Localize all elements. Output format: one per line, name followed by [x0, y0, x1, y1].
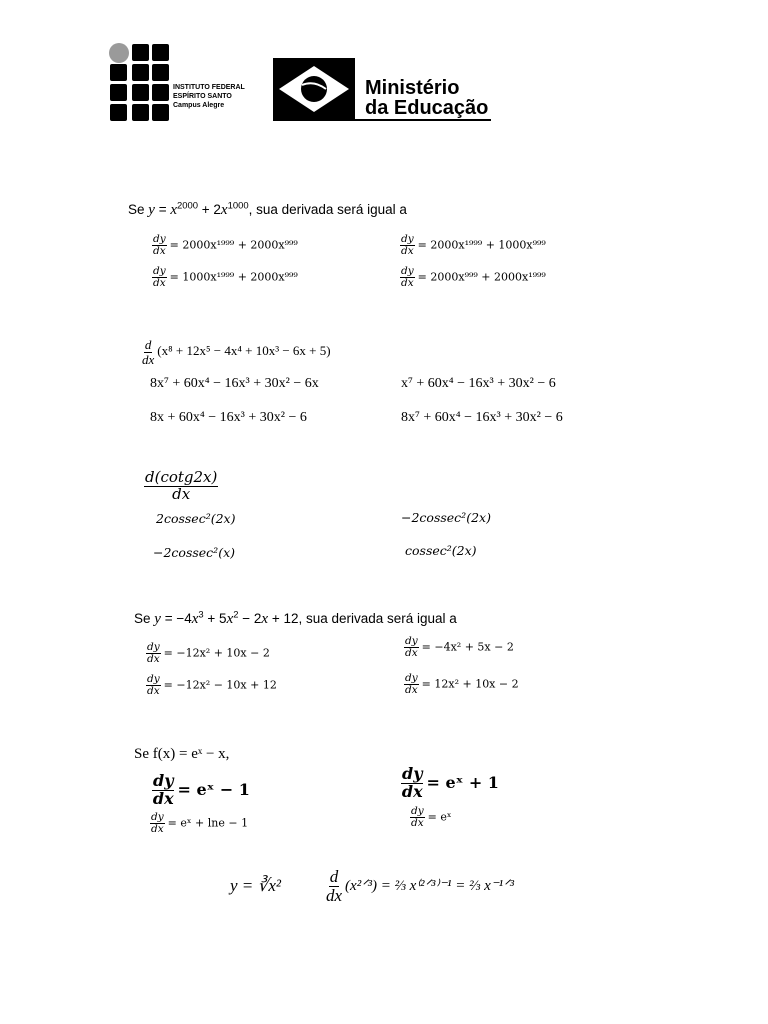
- q3-denominator: dx: [172, 484, 191, 503]
- q1-option-d-text: = 2000x⁹⁹⁹ + 2000x¹⁹⁹⁹: [417, 270, 546, 284]
- logo-square: [132, 104, 149, 121]
- institute-line3: Campus Alegre: [173, 102, 225, 109]
- logo-circle: [109, 43, 129, 63]
- logo-square: [152, 64, 169, 81]
- q3-option-d: cossec²(2x): [405, 543, 477, 558]
- q5-option-b: $\frac{dy}{dx}$ = eˣ + 1: [401, 764, 499, 801]
- institute-name: [173, 83, 245, 110]
- q4-stem: Se $y = -4x^3 + 5x^2 - 2x + 12$, sua derivada será igual a: [134, 609, 457, 627]
- q3-option-c: −2cossec²(x): [153, 545, 235, 560]
- q5-option-c-text: = eˣ + lne − 1: [167, 816, 249, 830]
- ministry-line1: Ministério: [365, 77, 460, 99]
- q3-option-a: 2cossec²(2x): [156, 511, 236, 526]
- institute-line2: ESPÍRITO SANTO: [173, 93, 232, 100]
- brazil-flag-icon: [273, 58, 355, 120]
- q4-stem-suffix: , sua derivada será igual a: [298, 611, 457, 626]
- logo-square: [152, 44, 169, 61]
- footer-formula-rhs: $\frac{d}{dx}$ (x²ᐟ³) = ⅔ x⁽²ᐟ³⁾⁻¹ = ⅔ x⁻¹ᐟ³: [326, 867, 514, 905]
- logo-square: [132, 44, 149, 61]
- q2-option-a: 8x⁷ + 60x⁴ − 16x³ + 30x² − 6x: [150, 376, 319, 391]
- q1-option-d: $\frac{dy}{dx}$ = 2000x⁹⁹⁹ + 2000x¹⁹⁹⁹: [401, 265, 546, 290]
- q1-stem: Se $y = x^{2000} + 2x^{1000}$, sua derivada será igual a: [128, 200, 407, 218]
- q4-option-b: $\frac{dy}{dx}$ = −4x² + 5x − 2: [405, 635, 514, 660]
- q2-option-c: 8x + 60x⁴ − 16x³ + 30x² − 6: [150, 410, 307, 425]
- q4-option-a: $\frac{dy}{dx}$ = −12x² + 10x − 2: [147, 641, 270, 666]
- q4-option-d: $\frac{dy}{dx}$ = 12x² + 10x − 2: [405, 672, 519, 697]
- q1-option-c-text: = 1000x¹⁹⁹⁹ + 2000x⁹⁹⁹: [169, 270, 298, 284]
- q2-stem: $\frac{d}{dx}$ (x⁸ + 12x⁵ − 4x⁴ + 10x³ − 6x + 5): [142, 337, 331, 367]
- q4-option-c: $\frac{dy}{dx}$ = −12x² − 10x + 12: [147, 673, 277, 698]
- q3-option-b: −2cossec²(2x): [401, 510, 491, 525]
- ministry-name: [365, 78, 488, 118]
- q5-stem: Se f(x) = eˣ − x,: [134, 746, 230, 762]
- ministry-line2: da Educação: [365, 97, 489, 119]
- q5-option-b-text: = eˣ + 1: [426, 772, 499, 792]
- ministry-divider: [273, 119, 491, 121]
- logo-square: [110, 84, 127, 101]
- ifes-logo: [110, 44, 270, 124]
- q4-option-c-text: = −12x² − 10x + 12: [163, 678, 277, 692]
- q4-stem-prefix: Se: [134, 611, 151, 626]
- q4-option-d-text: = 12x² + 10x − 2: [421, 677, 519, 691]
- q5-option-a: $\frac{dy}{dx}$ = eˣ − 1: [152, 771, 250, 808]
- q2-option-d: 8x⁷ + 60x⁴ − 16x³ + 30x² − 6: [401, 410, 563, 425]
- q5-option-c: $\frac{dy}{dx}$ = eˣ + lne − 1: [151, 811, 249, 836]
- q5-option-d-text: = eˣ: [427, 810, 452, 824]
- q1-option-b-text: = 2000x¹⁹⁹⁹ + 1000x⁹⁹⁹: [417, 238, 546, 252]
- q1-option-c: $\frac{dy}{dx}$ = 1000x¹⁹⁹⁹ + 2000x⁹⁹⁹: [153, 265, 298, 290]
- logo-square: [152, 84, 169, 101]
- q2-option-b: x⁷ + 60x⁴ − 16x³ + 30x² − 6: [401, 376, 556, 391]
- q5-option-a-text: = eˣ − 1: [177, 779, 250, 799]
- footer-formula-rhs-text: (x²ᐟ³) = ⅔ x⁽²ᐟ³⁾⁻¹ = ⅔ x⁻¹ᐟ³: [345, 877, 514, 894]
- logo-square: [152, 104, 169, 121]
- q1-option-a: $\frac{dy}{dx}$ = 2000x¹⁹⁹⁹ + 2000x⁹⁹⁹: [153, 233, 298, 258]
- q3-stem: [144, 470, 221, 503]
- q4-option-a-text: = −12x² + 10x − 2: [163, 646, 270, 660]
- logo-square: [132, 64, 149, 81]
- footer-formula-lhs: y = ∛x²: [230, 876, 281, 895]
- q2-stem-text: (x⁸ + 12x⁵ − 4x⁴ + 10x³ − 6x + 5): [157, 343, 331, 359]
- q4-option-b-text: = −4x² + 5x − 2: [421, 640, 514, 654]
- logo-square: [132, 84, 149, 101]
- ministry-logo: [273, 58, 493, 124]
- q3-numerator: d(cotg2x): [145, 468, 218, 486]
- institute-line1: INSTITUTO FEDERAL: [173, 84, 245, 91]
- logo-square: [110, 104, 127, 121]
- q1-stem-suffix: , sua derivada será igual a: [248, 202, 407, 217]
- logo-square: [110, 64, 127, 81]
- q1-option-b: $\frac{dy}{dx}$ = 2000x¹⁹⁹⁹ + 1000x⁹⁹⁹: [401, 233, 546, 258]
- q5-option-d: $\frac{dy}{dx}$ = eˣ: [411, 805, 452, 830]
- q1-stem-prefix: Se: [128, 202, 145, 217]
- q1-option-a-text: = 2000x¹⁹⁹⁹ + 2000x⁹⁹⁹: [169, 238, 298, 252]
